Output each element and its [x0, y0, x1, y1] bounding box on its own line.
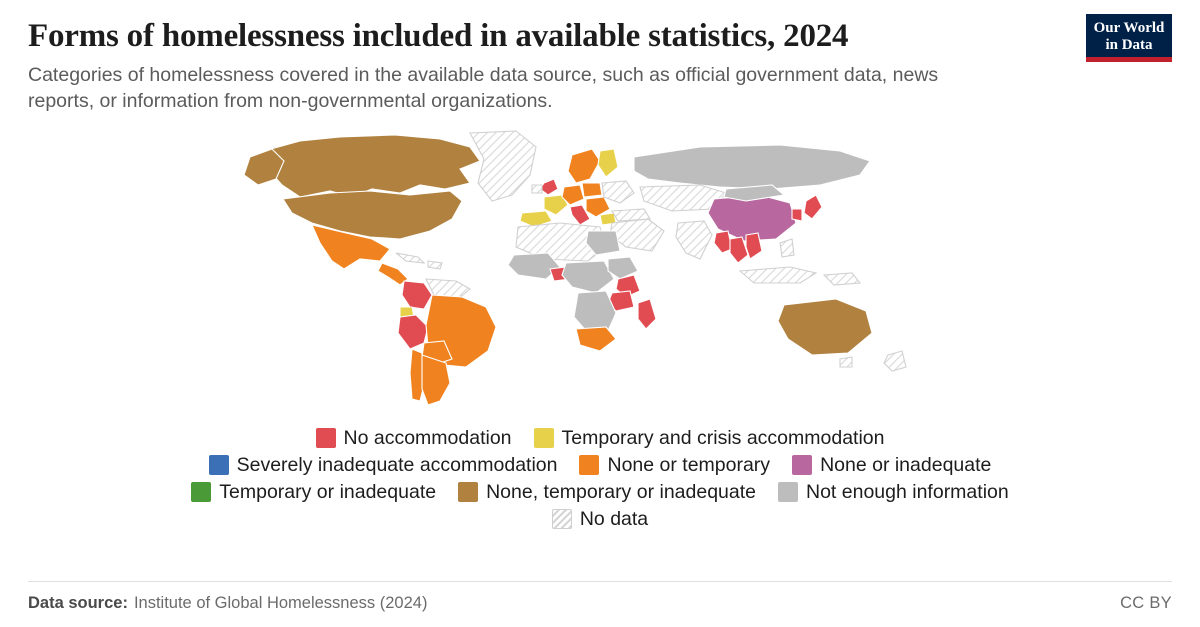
country-eastern-europe[interactable]	[602, 181, 634, 203]
page-title: Forms of homelessness included in available statistics, 2024	[28, 18, 849, 54]
country-scandinavia[interactable]	[568, 149, 600, 183]
legend-swatch-none-or-temporary	[579, 455, 599, 475]
country-hispaniola[interactable]	[428, 261, 442, 269]
country-south-africa[interactable]	[576, 327, 616, 351]
legend-item-none-or-inadequate[interactable]	[792, 454, 991, 477]
map-legend	[28, 427, 1172, 531]
license-label[interactable]: CC BY	[1120, 594, 1172, 612]
legend-swatch-temporary-and-crisis-accommodation	[534, 428, 554, 448]
country-ireland[interactable]	[532, 185, 542, 193]
legend-label-none-temporary-or-inadequate: None, temporary or inadequate	[486, 480, 756, 503]
page-subtitle: Categories of homelessness covered in the available data source, such as official government data, news reports, or information from non-governmental organizations.	[28, 63, 939, 113]
legend-label-not-enough-information: Not enough information	[806, 480, 1009, 503]
chart-header	[28, 18, 1172, 115]
data-source-text[interactable]: Institute of Global Homelessness (2024)	[133, 594, 428, 612]
legend-row-1	[316, 427, 885, 450]
legend-row-2	[209, 454, 992, 477]
legend-label-temporary-and-crisis-accommodation: Temporary and crisis accommodation	[561, 426, 885, 449]
chart-footer	[28, 581, 1172, 613]
legend-swatch-none-temporary-or-inadequate	[458, 482, 478, 502]
country-greenland[interactable]	[470, 131, 536, 201]
country-japan[interactable]	[804, 195, 822, 219]
country-argentina[interactable]	[422, 355, 450, 405]
legend-item-not-enough-information[interactable]	[778, 481, 1009, 504]
country-canada[interactable]	[268, 135, 480, 197]
legend-label-none-or-inadequate: None or inadequate	[820, 453, 992, 476]
legend-swatch-no-accommodation	[316, 428, 336, 448]
legend-item-no-data[interactable]	[552, 508, 648, 531]
legend-label-temporary-or-inadequate: Temporary or inadequate	[219, 480, 437, 503]
country-philippines[interactable]	[780, 239, 794, 257]
data-source	[28, 594, 427, 613]
country-tasmania[interactable]	[840, 357, 852, 367]
country-new-zealand[interactable]	[884, 351, 906, 371]
legend-item-severely-inadequate-accommodation[interactable]	[209, 454, 558, 477]
data-source-label: Data source:	[28, 594, 128, 612]
country-madagascar[interactable]	[638, 299, 656, 329]
legend-item-temporary-or-inadequate[interactable]	[191, 481, 436, 504]
country-cuba[interactable]	[396, 253, 424, 263]
legend-item-temporary-and-crisis-accommodation[interactable]	[534, 427, 885, 450]
world-map[interactable]	[0, 127, 1200, 417]
country-turkey[interactable]	[612, 209, 650, 221]
legend-label-no-data: No data	[579, 507, 649, 530]
legend-label-severely-inadequate-accommodation: Severely inadequate accommodation	[236, 453, 558, 476]
country-australia[interactable]	[778, 299, 872, 355]
map-countries	[244, 131, 906, 405]
country-colombia[interactable]	[402, 281, 432, 309]
country-finland[interactable]	[598, 149, 618, 177]
legend-label-none-or-temporary: None or temporary	[607, 453, 771, 476]
country-indonesia[interactable]	[740, 267, 816, 283]
owid-logo-line1: Our World	[1093, 20, 1165, 36]
country-united-kingdom[interactable]	[540, 179, 558, 195]
country-india[interactable]	[676, 221, 712, 259]
country-russia[interactable]	[634, 145, 870, 189]
country-korea[interactable]	[792, 209, 802, 221]
legend-swatch-severely-inadequate-accommodation	[209, 455, 229, 475]
legend-swatch-none-or-inadequate	[792, 455, 812, 475]
country-png[interactable]	[824, 273, 860, 285]
owid-logo-line2: in Data	[1105, 37, 1153, 53]
legend-swatch-no-data	[552, 509, 572, 529]
legend-label-no-accommodation: No accommodation	[343, 426, 512, 449]
legend-item-none-temporary-or-inadequate[interactable]	[458, 481, 756, 504]
legend-swatch-temporary-or-inadequate	[191, 482, 211, 502]
country-central-africa[interactable]	[562, 261, 614, 293]
legend-row-3	[191, 481, 1008, 504]
legend-item-none-or-temporary[interactable]	[579, 454, 770, 477]
country-poland[interactable]	[582, 183, 602, 197]
legend-item-no-accommodation[interactable]	[316, 427, 512, 450]
legend-row-4	[552, 508, 648, 531]
country-united-states[interactable]	[283, 191, 462, 239]
legend-swatch-not-enough-information	[778, 482, 798, 502]
owid-logo[interactable]	[1086, 14, 1172, 62]
